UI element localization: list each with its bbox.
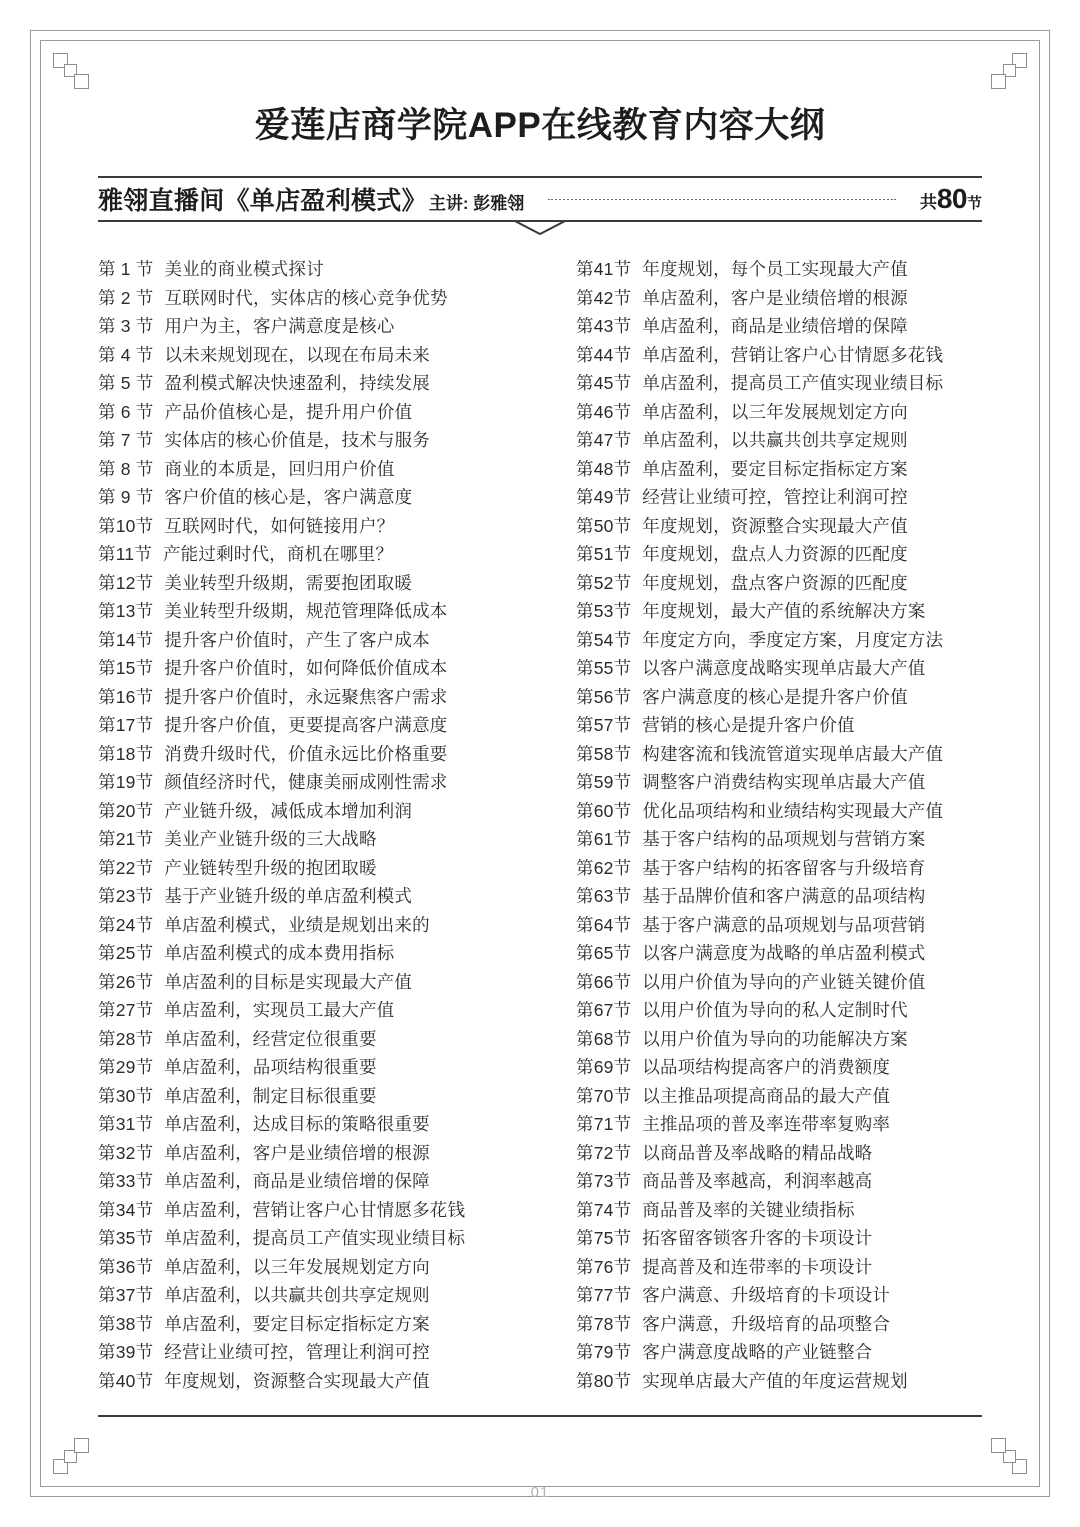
lesson-row[interactable] <box>98 912 504 941</box>
lesson-row[interactable] <box>576 456 982 485</box>
lesson-number: 第 9 节 <box>98 487 154 507</box>
lesson-row[interactable] <box>576 741 982 770</box>
lesson-row[interactable] <box>98 798 504 827</box>
lesson-number: 第52节 <box>576 572 632 593</box>
lesson-number: 第11节 <box>98 544 152 564</box>
lesson-row[interactable] <box>576 1225 982 1254</box>
lesson-columns <box>98 256 982 1396</box>
lesson-row[interactable] <box>576 912 982 941</box>
lesson-number: 第26节 <box>98 971 154 992</box>
lesson-number: 第59节 <box>576 772 632 792</box>
lesson-title: 基于产业链升级的单店盈利模式 <box>164 886 413 906</box>
lesson-title: 提升客户价值时，永远聚焦客户需求 <box>164 686 448 707</box>
lesson-number: 第68节 <box>576 1028 632 1049</box>
lesson-number: 第14节 <box>98 629 154 650</box>
lesson-row[interactable] <box>98 1225 504 1254</box>
total-count-number: 80 <box>936 183 967 214</box>
lesson-number: 第17节 <box>98 715 154 735</box>
lesson-row[interactable] <box>98 940 504 969</box>
lesson-title: 经营让业绩可控，管控让利润可控 <box>642 487 908 507</box>
lesson-number: 第32节 <box>98 1142 154 1163</box>
lesson-number: 第12节 <box>98 572 154 593</box>
lesson-number: 第 4 节 <box>98 344 154 365</box>
lesson-title: 基于品牌价值和客户满意的品项结构 <box>642 886 926 906</box>
course-presenter: 主讲: 彭雅翎 <box>428 194 525 213</box>
lesson-number: 第42节 <box>576 287 632 308</box>
lesson-title: 实体店的核心价值是，技术与服务 <box>164 430 430 450</box>
lesson-number: 第 6 节 <box>98 401 154 422</box>
lesson-number: 第18节 <box>98 743 154 764</box>
lesson-number: 第10节 <box>98 515 154 536</box>
lesson-title: 提升客户价值时，产生了客户成本 <box>164 629 430 650</box>
lesson-number: 第66节 <box>576 971 632 992</box>
lesson-title: 消费升级时代，价值永远比价格重要 <box>164 743 448 764</box>
lesson-row[interactable] <box>98 598 504 627</box>
lesson-row[interactable] <box>98 1254 504 1283</box>
lesson-title: 产能过剩时代，商机在哪里？ <box>162 544 394 564</box>
lesson-title: 单店盈利，要定目标定指标定方案 <box>164 1313 430 1334</box>
lesson-number: 第22节 <box>98 857 154 878</box>
lesson-row[interactable] <box>576 1254 982 1283</box>
lesson-number: 第80节 <box>576 1370 632 1391</box>
lesson-title: 经营让业绩可控，管理让利润可控 <box>164 1342 430 1362</box>
lesson-row[interactable] <box>98 285 504 314</box>
lesson-title: 主推品项的普及率连带率复购率 <box>642 1114 891 1134</box>
lesson-number: 第61节 <box>576 829 632 849</box>
lesson-title: 单店盈利，以共赢共创共享定规则 <box>164 1285 430 1305</box>
lesson-title: 互联网时代，如何链接用户？ <box>164 515 395 536</box>
lesson-row[interactable] <box>576 769 982 798</box>
lesson-number: 第53节 <box>576 601 632 621</box>
lesson-title: 构建客流和钱流管道实现单店最大产值 <box>642 743 944 764</box>
lesson-number: 第74节 <box>576 1199 632 1220</box>
lesson-number: 第30节 <box>98 1085 154 1106</box>
lesson-row[interactable] <box>576 627 982 656</box>
lesson-row[interactable] <box>98 855 504 884</box>
total-count-prefix: 共 <box>919 193 937 212</box>
lesson-number: 第39节 <box>98 1342 154 1362</box>
lesson-title: 以商品普及率战略的精品战略 <box>642 1142 873 1163</box>
lesson-row[interactable] <box>98 313 504 342</box>
lesson-number: 第73节 <box>576 1171 632 1191</box>
lesson-row[interactable] <box>98 1083 504 1112</box>
lesson-title: 基于客户满意的品项规划与品项营销 <box>642 914 926 935</box>
lesson-row[interactable] <box>98 684 504 713</box>
total-count-suffix: 节 <box>966 195 982 212</box>
lesson-row[interactable] <box>576 969 982 998</box>
lesson-number: 第35节 <box>98 1228 154 1248</box>
lesson-title: 商品普及率的关键业绩指标 <box>642 1199 855 1220</box>
lesson-number: 第47节 <box>576 430 632 450</box>
lesson-number: 第55节 <box>576 658 632 678</box>
lesson-title: 用户为主，客户满意度是核心 <box>164 316 395 336</box>
lesson-row[interactable] <box>98 1311 504 1340</box>
lesson-row[interactable] <box>98 997 504 1026</box>
lesson-number: 第13节 <box>98 601 154 621</box>
lesson-title: 单店盈利，达成目标的策略很重要 <box>164 1114 430 1134</box>
lesson-number: 第 7 节 <box>98 430 154 450</box>
lesson-title: 年度规划，盘点客户资源的匹配度 <box>642 572 908 593</box>
lesson-number: 第79节 <box>576 1342 632 1362</box>
lesson-number: 第28节 <box>98 1028 154 1049</box>
lesson-title: 客户满意度的核心是提升客户价值 <box>642 686 908 707</box>
lesson-row[interactable] <box>98 256 504 285</box>
lesson-title: 美业的商业模式探讨 <box>164 259 324 279</box>
lesson-title: 客户满意、升级培育的卡项设计 <box>642 1285 891 1305</box>
lesson-row[interactable] <box>98 399 504 428</box>
lesson-title: 单店盈利，营销让客户心甘情愿多花钱 <box>164 1199 466 1220</box>
lesson-number: 第25节 <box>98 943 154 963</box>
lesson-title: 客户满意，升级培育的品项整合 <box>642 1313 891 1334</box>
lesson-title: 调整客户消费结构实现单店最大产值 <box>642 772 926 792</box>
dot-leader <box>538 199 906 200</box>
lesson-title: 以客户满意度战略实现单店最大产值 <box>642 658 926 678</box>
lesson-row[interactable] <box>98 1368 504 1397</box>
lesson-row[interactable] <box>576 997 982 1026</box>
lesson-row[interactable] <box>98 627 504 656</box>
lesson-row[interactable] <box>576 513 982 542</box>
lesson-row[interactable] <box>98 370 504 399</box>
lesson-title: 产品价值核心是，提升用户价值 <box>164 401 413 422</box>
lesson-title: 提升客户价值，更要提高客户满意度 <box>164 715 448 735</box>
lesson-number: 第41节 <box>576 259 632 279</box>
lesson-title: 以用户价值为导向的私人定制时代 <box>642 1000 908 1020</box>
lesson-number: 第51节 <box>576 544 632 564</box>
lesson-row[interactable] <box>576 1054 982 1083</box>
lesson-row[interactable] <box>576 256 982 285</box>
lesson-number: 第37节 <box>98 1285 154 1305</box>
lesson-title: 商业的本质是，回归用户价值 <box>164 458 395 479</box>
lesson-title: 年度规划，每个员工实现最大产值 <box>642 259 908 279</box>
lesson-number: 第29节 <box>98 1057 154 1077</box>
lesson-row[interactable] <box>576 655 982 684</box>
page-title: 爱莲店商学院APP在线教育内容大纲 <box>254 106 826 145</box>
lesson-row[interactable] <box>98 541 504 570</box>
lesson-number: 第50节 <box>576 515 632 536</box>
lesson-title: 提升客户价值时，如何降低价值成本 <box>164 658 448 678</box>
lesson-row[interactable] <box>576 1026 982 1055</box>
lesson-title: 单店盈利的目标是实现最大产值 <box>164 971 413 992</box>
lesson-number: 第62节 <box>576 857 632 878</box>
lesson-number: 第 2 节 <box>98 287 154 308</box>
lesson-row[interactable] <box>98 456 504 485</box>
lesson-number: 第20节 <box>98 800 154 821</box>
lesson-row[interactable] <box>576 1111 982 1140</box>
lesson-row[interactable] <box>576 712 982 741</box>
lesson-title: 美业产业链升级的三大战略 <box>164 829 377 849</box>
lesson-title: 以未来规划现在，以现在布局未来 <box>164 344 430 365</box>
lesson-row[interactable] <box>576 1197 982 1226</box>
lesson-row[interactable] <box>576 1168 982 1197</box>
lesson-number: 第45节 <box>576 373 632 393</box>
lesson-row[interactable] <box>98 741 504 770</box>
lesson-title: 单店盈利模式的成本费用指标 <box>164 943 395 963</box>
lesson-row[interactable] <box>98 712 504 741</box>
lesson-number: 第44节 <box>576 344 632 365</box>
lesson-title: 单店盈利，提高员工产值实现业绩目标 <box>642 373 944 393</box>
lesson-row[interactable] <box>98 1026 504 1055</box>
lesson-number: 第70节 <box>576 1085 632 1106</box>
lesson-row[interactable] <box>576 370 982 399</box>
lesson-title: 产业链升级，减低成本增加利润 <box>164 800 413 821</box>
lesson-row[interactable] <box>576 427 982 456</box>
lesson-title: 提高普及和连带率的卡项设计 <box>642 1256 873 1277</box>
lesson-row[interactable] <box>576 883 982 912</box>
lesson-column-right <box>576 256 982 1396</box>
lesson-title: 单店盈利，实现员工最大产值 <box>164 1000 395 1020</box>
lesson-title: 单店盈利，营销让客户心甘情愿多花钱 <box>642 344 944 365</box>
lesson-title: 以品项结构提高客户的消费额度 <box>642 1057 891 1077</box>
lesson-number: 第57节 <box>576 715 632 735</box>
lesson-number: 第 8 节 <box>98 458 154 479</box>
lesson-row[interactable] <box>576 342 982 371</box>
lesson-title: 拓客留客锁客升客的卡项设计 <box>642 1228 873 1248</box>
lesson-number: 第75节 <box>576 1228 632 1248</box>
lesson-row[interactable] <box>98 1111 504 1140</box>
lesson-number: 第38节 <box>98 1313 154 1334</box>
lesson-number: 第54节 <box>576 629 632 650</box>
lesson-title: 单店盈利，提高员工产值实现业绩目标 <box>164 1228 466 1248</box>
lesson-row[interactable] <box>576 826 982 855</box>
chevron-down-notch-icon <box>513 220 567 236</box>
lesson-title: 单店盈利模式，业绩是规划出来的 <box>164 914 430 935</box>
lesson-row[interactable] <box>98 1054 504 1083</box>
lesson-title: 以主推品项提高商品的最大产值 <box>642 1085 891 1106</box>
lesson-title: 盈利模式解决快速盈利，持续发展 <box>164 373 430 393</box>
lesson-number: 第49节 <box>576 487 632 507</box>
lesson-row[interactable] <box>98 570 504 599</box>
lesson-title: 客户满意度战略的产业链整合 <box>642 1342 873 1362</box>
lesson-column-left <box>98 256 504 1396</box>
lesson-row[interactable] <box>576 798 982 827</box>
lesson-title: 以用户价值为导向的产业链关键价值 <box>642 971 926 992</box>
lesson-title: 优化品项结构和业绩结构实现最大产值 <box>642 800 944 821</box>
lesson-number: 第43节 <box>576 316 632 336</box>
lesson-title: 颜值经济时代，健康美丽成刚性需求 <box>164 772 448 792</box>
lesson-number: 第48节 <box>576 458 632 479</box>
lesson-number: 第 3 节 <box>98 316 154 336</box>
lesson-title: 以用户价值为导向的功能解决方案 <box>642 1028 908 1049</box>
lesson-row[interactable] <box>576 570 982 599</box>
lesson-number: 第46节 <box>576 401 632 422</box>
lesson-number: 第 1 节 <box>98 259 154 279</box>
course-header-bar <box>98 176 982 222</box>
lesson-number: 第19节 <box>98 772 154 792</box>
lesson-number: 第69节 <box>576 1057 632 1077</box>
lesson-title: 年度规划，最大产值的系统解决方案 <box>642 601 926 621</box>
lesson-row[interactable] <box>576 1140 982 1169</box>
lesson-title: 单店盈利，以三年发展规划定方向 <box>642 401 908 422</box>
lesson-row[interactable] <box>98 1168 504 1197</box>
lesson-title: 以客户满意度为战略的单店盈利模式 <box>642 943 926 963</box>
lesson-row[interactable] <box>576 855 982 884</box>
lesson-row[interactable] <box>98 969 504 998</box>
lesson-row[interactable] <box>98 1197 504 1226</box>
lesson-title: 美业转型升级期，规范管理降低成本 <box>164 601 448 621</box>
lesson-number: 第40节 <box>98 1370 154 1391</box>
lesson-title: 单店盈利，以共赢共创共享定规则 <box>642 430 908 450</box>
lesson-row[interactable] <box>576 285 982 314</box>
lesson-number: 第58节 <box>576 743 632 764</box>
lesson-row[interactable] <box>576 1282 982 1311</box>
lesson-row[interactable] <box>98 513 504 542</box>
lesson-row[interactable] <box>576 684 982 713</box>
lesson-title: 单店盈利，商品是业绩倍增的保障 <box>164 1171 430 1191</box>
lesson-number: 第 5 节 <box>98 373 154 393</box>
lesson-row[interactable] <box>98 1339 504 1368</box>
lesson-number: 第64节 <box>576 914 632 935</box>
lesson-number: 第78节 <box>576 1313 632 1334</box>
lesson-number: 第67节 <box>576 1000 632 1020</box>
lesson-row[interactable] <box>98 883 504 912</box>
lesson-row[interactable] <box>576 1339 982 1368</box>
lesson-row[interactable] <box>98 1140 504 1169</box>
lesson-number: 第15节 <box>98 658 154 678</box>
lesson-number: 第56节 <box>576 686 632 707</box>
lesson-row[interactable] <box>98 769 504 798</box>
lesson-row[interactable] <box>98 427 504 456</box>
lesson-row[interactable] <box>98 826 504 855</box>
course-name: 雅翎直播间《单店盈利模式》 <box>98 187 427 215</box>
lesson-title: 美业转型升级期，需要抱团取暖 <box>164 572 413 593</box>
lesson-row[interactable] <box>576 313 982 342</box>
course-header-left <box>98 181 524 217</box>
lesson-row[interactable] <box>576 484 982 513</box>
lesson-title: 基于客户结构的拓客留客与升级培育 <box>642 857 926 878</box>
lesson-title: 年度定方向，季度定方案，月度定方法 <box>642 629 944 650</box>
lesson-row[interactable] <box>576 399 982 428</box>
lesson-number: 第21节 <box>98 829 154 849</box>
lesson-row[interactable] <box>98 1282 504 1311</box>
lesson-row[interactable] <box>576 598 982 627</box>
lesson-row[interactable] <box>576 1083 982 1112</box>
lesson-number: 第72节 <box>576 1142 632 1163</box>
lesson-number: 第31节 <box>98 1114 154 1134</box>
lesson-title: 单店盈利，客户是业绩倍增的根源 <box>642 287 908 308</box>
lesson-row[interactable] <box>98 342 504 371</box>
lesson-title: 产业链转型升级的抱团取暖 <box>164 857 377 878</box>
lesson-title: 营销的核心是提升客户价值 <box>642 715 855 735</box>
lesson-number: 第60节 <box>576 800 632 821</box>
lesson-title: 商品普及率越高，利润率越高 <box>642 1171 873 1191</box>
lesson-row[interactable] <box>98 655 504 684</box>
lesson-title: 单店盈利，经营定位很重要 <box>164 1028 377 1049</box>
lesson-title: 单店盈利，客户是业绩倍增的根源 <box>164 1142 430 1163</box>
lesson-number: 第16节 <box>98 686 154 707</box>
lesson-number: 第71节 <box>576 1114 632 1134</box>
lesson-number: 第33节 <box>98 1171 154 1191</box>
lesson-title: 互联网时代，实体店的核心竞争优势 <box>164 287 448 308</box>
lesson-number: 第63节 <box>576 886 632 906</box>
lesson-title: 年度规划，盘点人力资源的匹配度 <box>642 544 908 564</box>
lesson-number: 第23节 <box>98 886 154 906</box>
lesson-row[interactable] <box>576 1368 982 1397</box>
lesson-title: 基于客户结构的品项规划与营销方案 <box>642 829 926 849</box>
lesson-title: 年度规划，资源整合实现最大产值 <box>642 515 908 536</box>
lesson-title: 单店盈利，品项结构很重要 <box>164 1057 377 1077</box>
lesson-title: 客户价值的核心是，客户满意度 <box>164 487 413 507</box>
lesson-title: 单店盈利，要定目标定指标定方案 <box>642 458 908 479</box>
lesson-number: 第65节 <box>576 943 632 963</box>
lesson-number: 第34节 <box>98 1199 154 1220</box>
page-number: 01 <box>530 1484 550 1501</box>
content-bottom-rule <box>98 1415 982 1417</box>
lesson-row[interactable] <box>98 484 504 513</box>
lesson-title: 实现单店最大产值的年度运营规划 <box>642 1370 908 1391</box>
lesson-title: 单店盈利，以三年发展规划定方向 <box>164 1256 430 1277</box>
lesson-title: 单店盈利，制定目标很重要 <box>164 1085 377 1106</box>
lesson-row[interactable] <box>576 1311 982 1340</box>
lesson-number: 第24节 <box>98 914 154 935</box>
lesson-title: 单店盈利，商品是业绩倍增的保障 <box>642 316 908 336</box>
lesson-title: 年度规划，资源整合实现最大产值 <box>164 1370 430 1391</box>
lesson-row[interactable] <box>576 940 982 969</box>
lesson-number: 第76节 <box>576 1256 632 1277</box>
lesson-number: 第27节 <box>98 1000 154 1020</box>
lesson-number: 第77节 <box>576 1285 632 1305</box>
total-lesson-count <box>920 183 982 215</box>
lesson-row[interactable] <box>576 541 982 570</box>
lesson-number: 第36节 <box>98 1256 154 1277</box>
